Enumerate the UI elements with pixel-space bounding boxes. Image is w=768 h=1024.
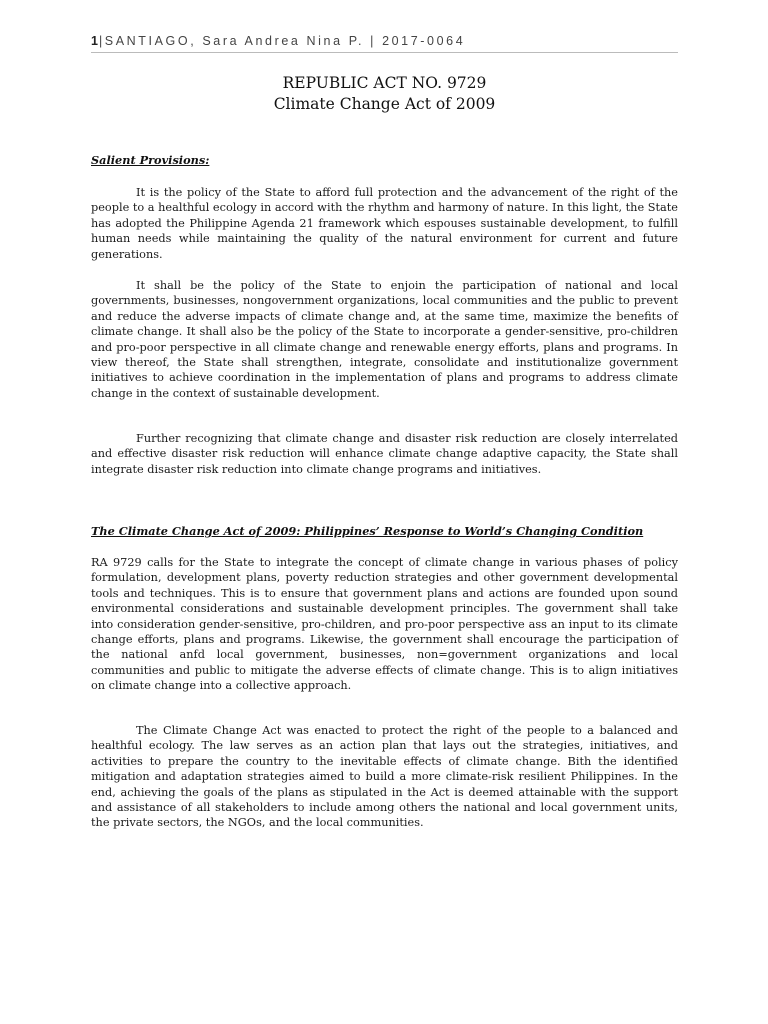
paragraph: Further recognizing that climate change and disaster risk reduction are closely interrelated and effective disaster risk reduction will enhance climate change adaptive capacity, the State shall integrate disaster risk reduction into climate change programs and initiatives. xyxy=(91,432,678,476)
header-divider xyxy=(91,52,678,53)
document-title: REPUBLIC ACT NO. 9729 xyxy=(282,74,487,92)
paragraph: RA 9729 calls for the State to integrate the concept of climate change in various phases of policy formulation, development plans, poverty reduction strategies and other government developmental tools and techniques. This is to ensure that government plans and actions are founded upon sound environmental considerations and sustainable development principles. The government shall take into consideration gender-sensitive, pro-children, and pro-poor perspective ass an input to its climate change efforts, plans and programs. Likewise, the government shall encourage the participation of the national anfd local government, businesses, non=government organizations and local communities and public to mitigate the adverse effects of climate change. This is to align initiatives on climate change into a collective approach. xyxy=(91,556,678,693)
document-subtitle: Climate Change Act of 2009 xyxy=(273,95,496,113)
page-header xyxy=(91,34,677,48)
paragraph: It shall be the policy of the State to enjoin the participation of national and local governments, businesses, nongovernment organizations, local communities and the public to prevent and reduce the adverse impacts of climate change and, at the same time, maximize the benefits of climate change. It shall also be the policy of the State to incorporate a gender-sensitive, pro-children and pro-poor perspective in all climate change and renewable energy efforts, plans and programs. In view thereof, the State shall strengthen, integrate, consolidate and institutionalize government initiatives to achieve coordination in the implementation of plans and programs to address climate change in the context of sustainable development. xyxy=(91,279,678,400)
header-author-id: |SANTIAGO, Sara Andrea Nina P. | 2017-0064 xyxy=(98,34,466,48)
page-number: 1 xyxy=(91,34,99,48)
section-heading-salient-provisions: Salient Provisions: xyxy=(91,153,210,167)
paragraph: It is the policy of the State to afford full protection and the advancement of the right of the people to a healthful ecology in accord with the rhythm and harmony of nature. In this light, the State has adopted the Philippine Agenda 21 framework which espouses sustainable development, to fulfill human needs while maintaining the quality of the natural environment for current and future generations. xyxy=(91,186,678,261)
paragraph: The Climate Change Act was enacted to protect the right of the people to a balanced and healthful ecology. The law serves as an action plan that lays out the strategies, initiatives, and activities to prepare the country to the inevitable effects of climate change. Bith the identified mitigation and adaptation strategies aimed to build a more climate-risk resilient Philippines. In the end, achieving the goals of the plans as stipulated in the Act is deemed attainable with the support and assistance of all stakeholders to include among others the national and local government units, the private sectors, the NGOs, and the local communities. xyxy=(91,724,678,830)
section-heading-climate-change-act: The Climate Change Act of 2009: Philippines’ Response to World’s Changing Condition xyxy=(91,524,644,538)
